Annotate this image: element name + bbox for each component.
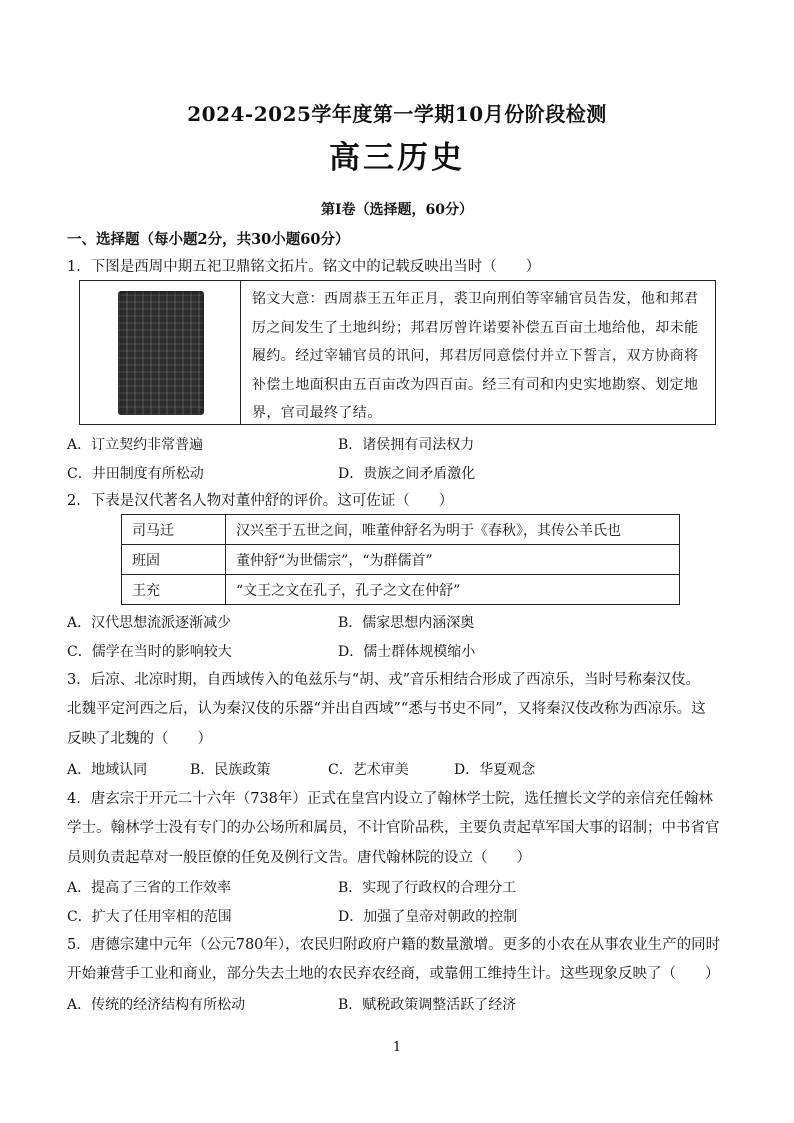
q4-line-2: 学士。翰林学士没有专门的办公场所和属员，不计官阶品秩，主要负责起草军国大事的诏制；中书省官 [67,820,720,836]
q1-option-d[interactable]: D．贵族之间矛盾激化 [338,466,476,482]
q4-option-c[interactable]: C．扩大了任用宰相的范围 [67,909,232,925]
q3-option-d[interactable]: D．华夏观念 [454,762,536,778]
q4-option-b[interactable]: B．实现了行政权的合理分工 [338,880,517,896]
table-cell-text: 董仲舒“为世儒宗”，“为群儒首” [226,545,680,575]
table-cell-text: “文王之文在孔子，孔子之文在仲舒” [226,575,680,605]
volume-heading: 第Ⅰ卷（选择题，60分） [320,202,474,218]
section-heading: 一、选择题（每小题2分，共30小题60分） [67,231,350,248]
q2-option-c[interactable]: C．儒学在当时的影响较大 [67,644,232,660]
q5-option-b[interactable]: B．赋税政策调整活跃了经济 [338,997,517,1013]
q3-line-2: 北魏平定河西之后，认为秦汉伎的乐器“并出自西域”“悉与书史不同”，又将秦汉伎改称为西凉乐。这 [67,701,706,717]
q1-passage: 铭文大意：西周恭王五年正月，裘卫向刑伯等宰辅官员告发，他和邦君厉之间发生了土地纠纷；邦君厉曾许诺要补偿五百亩土地给他，却未能履约。经过宰辅官员的讯问，邦君厉同意偿付并立下誓言，双方协商将补偿土地面积由五百亩改为四百亩。经三有司和内史实地勘察、划定地界，官司最终了结。 [252,291,699,421]
q1-material-box [79,280,716,425]
page-number: 1 [392,1040,402,1055]
q4-line-3: 员则负责起草对一般臣僚的任免及例行文告。唐代翰林院的设立（ ） [67,850,531,866]
q1-box-divider [240,281,241,424]
q4-option-a[interactable]: A．提高了三省的工作效率 [67,880,232,896]
q3-option-c[interactable]: C．艺术审美 [328,762,409,778]
q1-option-a[interactable]: A．订立契约非常普遍 [67,437,204,453]
q1-option-b[interactable]: B．诸侯拥有司法权力 [338,437,475,453]
q2-table [121,514,680,605]
q2-option-b[interactable]: B．儒家思想内涵深奥 [338,615,475,631]
q1-option-c[interactable]: C．井田制度有所松动 [67,466,204,482]
subject-title: 高三历史 [329,140,465,176]
table-row [122,575,680,605]
q1-stem: 1．下图是西周中期五祀卫鼎铭文拓片。铭文中的记载反映出当时（ ） [67,259,541,275]
q5-option-a[interactable]: A．传统的经济结构有所松动 [67,997,246,1013]
bronze-inscription-rubbing-image [118,291,204,415]
q3-option-b[interactable]: B．民族政策 [190,762,271,778]
table-cell-text: 汉兴至于五世之间，唯董仲舒名为明于《春秋》，其传公羊氏也 [226,515,680,545]
q3-line-3: 反映了北魏的（ ） [67,731,212,747]
q4-option-d[interactable]: D．加强了皇帝对朝政的控制 [338,909,518,925]
table-row [122,515,680,545]
exam-title: 2024-2025学年度第一学期10月份阶段检测 [187,102,607,126]
q2-stem: 2．下表是汉代著名人物对董仲舒的评价。这可佐证（ ） [67,493,454,509]
q5-line-2: 开始兼营手工业和商业，部分失去土地的农民弃农经商，或靠佣工维持生计。这些现象反映了（ ） [67,966,720,982]
q4-line-1: 4．唐玄宗于开元二十六年（738年）正式在皇宫内设立了翰林学士院，选任擅长文学的亲信充任翰林 [67,791,713,807]
table-cell-name: 王充 [122,575,226,605]
table-cell-name: 司马迁 [122,515,226,545]
q3-option-a[interactable]: A．地域认同 [67,762,148,778]
table-row [122,545,680,575]
q5-line-1: 5．唐德宗建中元年（公元780年），农民归附政府户籍的数量激增。更多的小农在从事农业生产的同时 [67,937,721,953]
q2-option-a[interactable]: A．汉代思想流派逐渐减少 [67,615,232,631]
q3-line-1: 3．后凉、北凉时期，自西域传入的龟兹乐与“胡、戎”音乐相结合形成了西凉乐，当时号称秦汉伎。 [67,672,701,688]
table-cell-name: 班固 [122,545,226,575]
q2-option-d[interactable]: D．儒士群体规模缩小 [338,644,476,660]
